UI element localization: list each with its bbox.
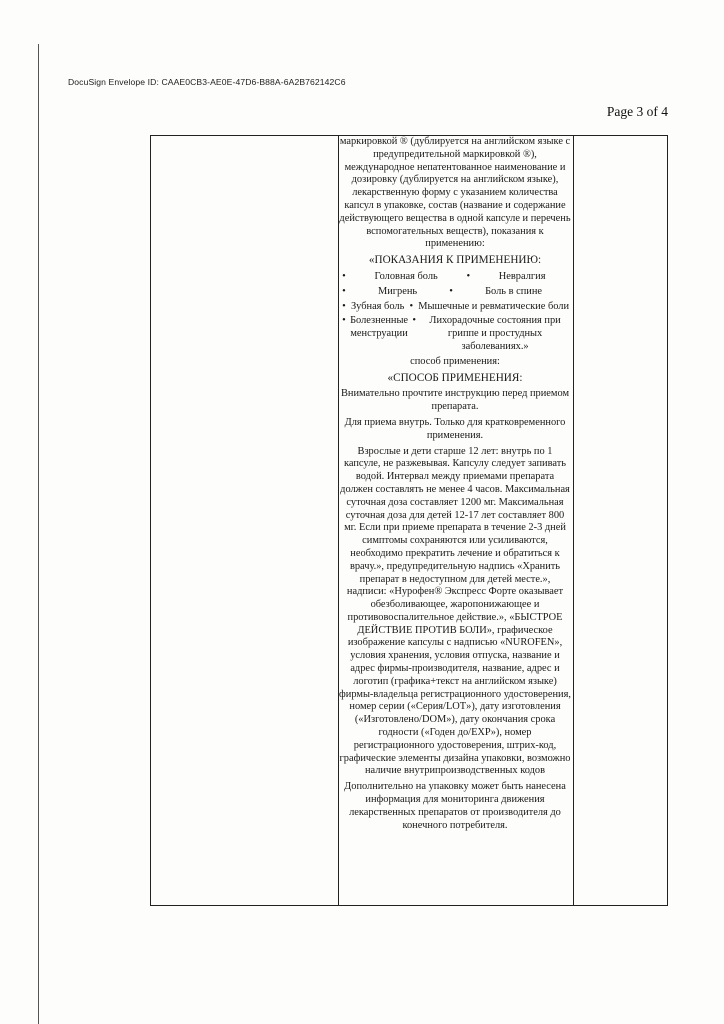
- bullet-icon: •: [342, 270, 346, 282]
- additional-info-text: Дополнительно на упаковку может быть нанесена информация для мониторинга движения лекарственных препаратов от производителя до конечного потребителя.: [344, 781, 566, 831]
- page-margin-rule: [38, 44, 39, 1024]
- method-paragraph: Внимательно прочтите инструкцию перед приемом препарата.: [340, 388, 570, 413]
- bullet-icon: •: [412, 315, 416, 327]
- indication-item: Боль в спине: [485, 285, 543, 297]
- table-cell-packaging-text: [339, 136, 571, 835]
- method-paragraph: Взрослые и дети старше 12 лет: внутрь по 1 капсуле, не разжевывая. Капсулу следует запивать водой. Интервал между приемами препарата должен составлять не менее 4 часов. Максимальная суточная доза составляет 1200 мг. Максимальная суточная доза для детей 12-17 лет составляет 800 мг. Если при приеме препарата в течение 2-3 дней симптомы сохраняются или усиливаются, необходимо прекратить лечение и обратиться к врачу.», предупредительную надпись «Хранить препарат в недоступном для детей месте.», надписи: «Нурофен® Экспресс Форте оказывает обезболивающее, жаропонижающее и противовоспалительное действие.», «БЫСТРОЕ ДЕЙСТВИЕ ПРОТИВ БОЛИ», графическое изображение капсулы с надписью «NUROFEN», условия хранения, условия отпуска, название и адрес фирмы-производителя, название, адрес и логотип (графика+текст на английском языке) фирмы-владельца регистрационного удостоверения, номер серии («Серия/LOT»), дату изготовления («Изготовлено/DOM»), дату окончания срока годности («Годен до/EXP»), номер регистрационного удостоверения, штрих-код, графические элементы дизайна упаковки, возможно наличие внутрипроизводственных кодов: [339, 445, 571, 777]
- cell-intro-text: маркировкой ® (дублируется на английском языке с предупредительной маркировкой ®), международное непатентованное наименование и дозировку (дублируется на английском языке), лекарственную форму с указанием количества капсул в упаковке, состав (название и содержание действующего вещества в одной капсуле и перечень вспомогательных веществ), показания к применению:: [339, 136, 571, 250]
- bullet-icon: •: [342, 285, 346, 297]
- indication-row: [339, 271, 571, 284]
- indication-item: Зубная боль: [350, 300, 405, 312]
- bullet-icon: •: [449, 285, 453, 297]
- method-label: способ применения:: [410, 355, 500, 367]
- indication-item: Лихорадочные состояния при гриппе и простудных заболеваниях.»: [429, 315, 561, 352]
- indication-item: Головная боль: [374, 270, 438, 282]
- indications-heading: «ПОКАЗАНИЯ К ПРИМЕНЕНИЮ:: [368, 254, 542, 267]
- bullet-icon: •: [409, 300, 414, 312]
- indication-item: Болезненные менструации: [350, 315, 409, 340]
- indication-row: [339, 286, 571, 299]
- indication-row: [339, 301, 571, 314]
- method-paragraph: Для приема внутрь. Только для кратковременного применения.: [344, 416, 566, 441]
- indication-item: Мигрень: [377, 285, 418, 297]
- page-number: Page 3 of 4: [606, 104, 668, 119]
- indication-item: Мышечные и ревматические боли: [418, 300, 570, 312]
- indication-item: Невралгия: [498, 270, 546, 282]
- table-column-divider-right: [573, 136, 574, 905]
- indication-row: [339, 315, 571, 353]
- bullet-icon: •: [342, 300, 346, 312]
- bullet-icon: •: [466, 270, 471, 282]
- method-heading: «СПОСОБ ПРИМЕНЕНИЯ:: [387, 371, 523, 384]
- docusign-envelope-id: DocuSign Envelope ID: CAAE0CB3-AE0E-47D6-B88A-6A2B762142C6: [68, 77, 346, 87]
- bullet-icon: •: [342, 315, 346, 327]
